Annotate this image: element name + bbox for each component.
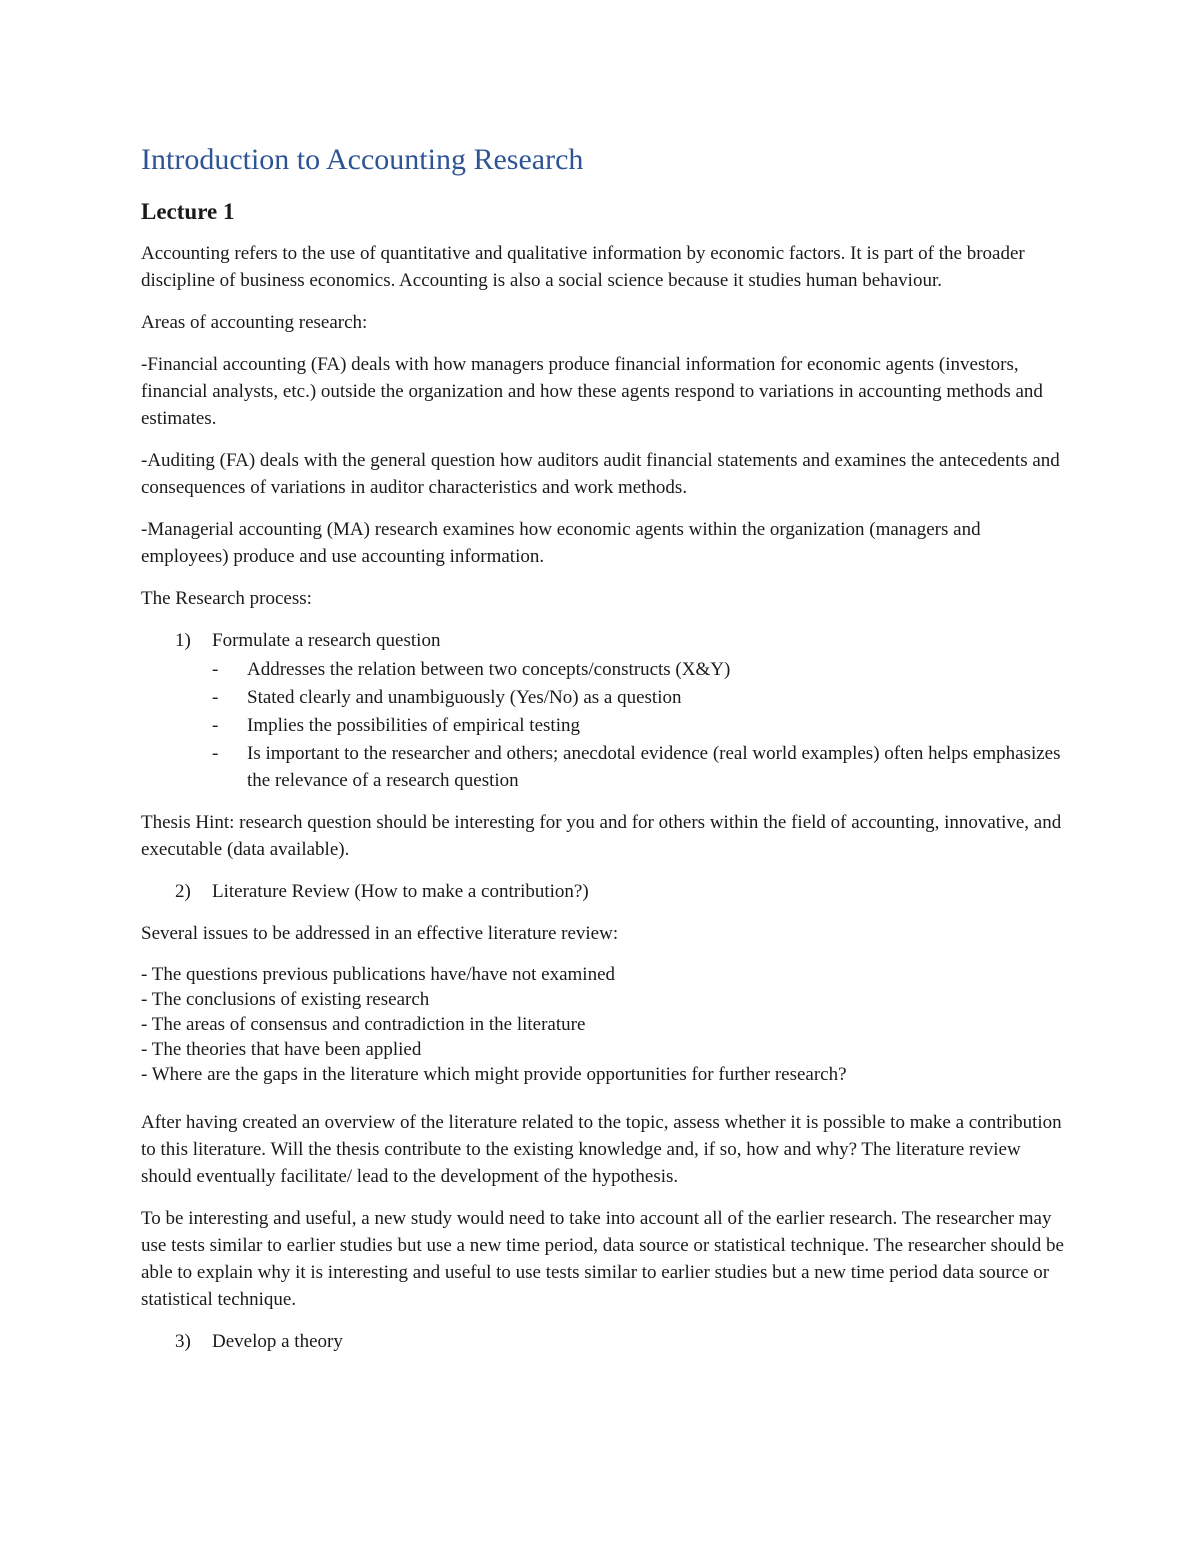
step-2-label: Literature Review (How to make a contribution?) [212, 881, 589, 902]
step-3 [141, 1328, 1066, 1355]
step-3-number: 3) [175, 1331, 191, 1352]
step-1-number: 1) [175, 630, 191, 651]
interesting-paragraph: To be interesting and useful, a new study would need to take into account all of the earlier research. The researcher may use tests similar to earlier studies but use a new time period, data source or statistical technique. The researcher should be able to explain why it is interesting and useful to use tests similar to earlier studies but a new time period data source or statistical technique. [141, 1208, 1064, 1310]
dash-marker: - [212, 687, 219, 708]
dash-marker: - [212, 659, 219, 680]
list-item-text: Is important to the researcher and others; anecdotal evidence (real world examples) often helps emphasizes the relevance of a research question [247, 743, 1061, 791]
step-3-label: Develop a theory [212, 1331, 343, 1352]
list-item [141, 684, 1066, 711]
dash-marker: - [212, 715, 219, 736]
document-page [141, 140, 1066, 1370]
thesis-hint: Thesis Hint: research question should be interesting for you and for others within the field of accounting, innovative, and executable (data available). [141, 812, 1062, 860]
dash-marker: - [212, 743, 219, 764]
step-1 [141, 627, 1066, 654]
step-1-bullets [141, 656, 1066, 794]
process-heading: The Research process: [141, 588, 312, 609]
step-2 [141, 878, 1066, 905]
area-financial-accounting: -Financial accounting (FA) deals with how managers produce financial information for economic agents (investors, financial analysts, etc.) outside the organization and how these agents respond to variations in accounting methods and estimates. [141, 354, 1043, 429]
list-item-text: Implies the possibilities of empirical testing [247, 715, 580, 736]
list-item: - The theories that have been applied [141, 1039, 422, 1060]
issues-list [141, 962, 1066, 1087]
list-item: - Where are the gaps in the literature which might provide opportunities for further research? [141, 1064, 847, 1085]
list-item [141, 740, 1066, 794]
area-managerial-accounting: -Managerial accounting (MA) research examines how economic agents within the organization (managers and employees) produce and use accounting information. [141, 519, 981, 567]
areas-heading: Areas of accounting research: [141, 312, 368, 333]
list-item: - The questions previous publications have/have not examined [141, 964, 616, 985]
area-auditing: -Auditing (FA) deals with the general question how auditors audit financial statements and examines the antecedents and consequences of variations in auditor characteristics and work methods. [141, 450, 1060, 498]
lecture-heading: Lecture 1 [141, 199, 235, 224]
list-item: - The areas of consensus and contradiction in the literature [141, 1014, 586, 1035]
list-item-text: Addresses the relation between two concepts/constructs (X&Y) [247, 659, 731, 680]
step-1-label: Formulate a research question [212, 630, 441, 651]
list-item-text: Stated clearly and unambiguously (Yes/No) as a question [247, 687, 682, 708]
list-item: - The conclusions of existing research [141, 989, 430, 1010]
list-item [141, 712, 1066, 739]
step-2-number: 2) [175, 881, 191, 902]
after-review-paragraph: After having created an overview of the literature related to the topic, assess whether it is possible to make a contribution to this literature. Will the thesis contribute to the existing knowledge and, if so, how and why? The literature review should eventually facilitate/ lead to the development of the hypothesis. [141, 1112, 1062, 1187]
issues-heading: Several issues to be addressed in an effective literature review: [141, 923, 619, 944]
list-item [141, 656, 1066, 683]
intro-paragraph: Accounting refers to the use of quantitative and qualitative information by economic factors. It is part of the broader discipline of business economics. Accounting is also a social science because it studies human behaviour. [141, 243, 1025, 291]
document-title: Introduction to Accounting Research [141, 143, 584, 176]
